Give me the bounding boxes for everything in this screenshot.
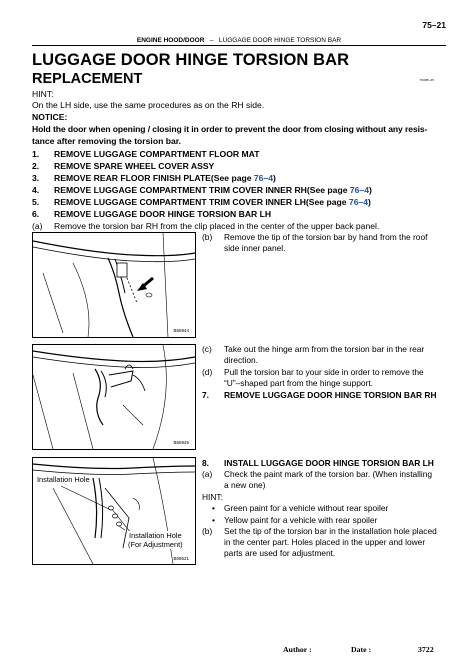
substep-label: (d) [202, 367, 213, 377]
bullet-icon: • [212, 503, 215, 513]
bullet-text: Green paint for a vehicle without rear spoiler [224, 503, 389, 513]
adjustment-hole-label-line-2: (For Adjustment) [128, 540, 183, 549]
doc-code: TI0085–45 [419, 78, 434, 82]
step-4 [32, 185, 452, 195]
step-text: REMOVE LUGGAGE DOOR HINGE TORSION BAR RH [224, 390, 437, 400]
adjustment-hole-label-line-1: Installation Hole [129, 531, 182, 540]
step-number: 2. [32, 161, 40, 171]
step-text: INSTALL LUGGAGE DOOR HINGE TORSION BAR LH [224, 458, 434, 468]
notice-line-2: tance after removing the torsion bar. [32, 136, 181, 146]
step-1 [32, 149, 452, 159]
step-text: REMOVE SPARE WHEEL COVER ASSY [54, 161, 215, 171]
step-text: REMOVE LUGGAGE COMPARTMENT TRIM COVER INNER LH(See page [54, 197, 349, 207]
step-6b [202, 232, 442, 256]
step-close: ) [368, 197, 371, 207]
page-link[interactable]: 76–4 [348, 197, 369, 207]
header-topic: LUGGAGE DOOR HINGE TORSION BAR [218, 37, 342, 44]
step-8-hint-label: HINT: [202, 492, 223, 502]
substep-text-line-2: a new one) [224, 480, 266, 490]
substep-label: (a) [202, 469, 213, 479]
step-number: 5. [32, 197, 40, 207]
footer-page: 3722 [418, 645, 434, 654]
step-5 [32, 197, 452, 207]
substep-label: (b) [202, 526, 213, 536]
torsion-bar-clip-illustration [33, 233, 195, 337]
step-number: 6. [32, 209, 40, 219]
step-3 [32, 173, 452, 183]
step-close: ) [273, 173, 276, 183]
substep-label: (c) [202, 344, 212, 354]
step-number: 8. [202, 458, 209, 468]
notice-line-1: Hold the door when opening / closing it in order to prevent the door from closing without any resis- [32, 124, 428, 134]
step-number: 3. [32, 173, 40, 183]
step-8a [202, 469, 447, 493]
page-number: 75–21 [422, 20, 446, 30]
substep-text: Remove the torsion bar RH from the clip placed in the center of the upper back panel. [54, 221, 380, 231]
notice-label: NOTICE: [32, 112, 68, 122]
section-name: ENGINE HOOD/DOOR [136, 37, 205, 44]
figure-code: B08621 [173, 556, 189, 561]
footer-date: Date : [351, 645, 372, 654]
substep-text-line-1: Check the paint mark of the torsion bar. (When installing [224, 469, 433, 479]
running-header [32, 37, 446, 44]
hint-text: On the LH side, use the same procedures as on the RH side. [32, 100, 265, 110]
figure-torsion-bar-clip [32, 232, 196, 338]
step-text: REMOVE LUGGAGE COMPARTMENT FLOOR MAT [54, 149, 260, 159]
page-subtitle: REPLACEMENT [32, 71, 143, 87]
page-title: LUGGAGE DOOR HINGE TORSION BAR [32, 51, 350, 69]
step-text: REMOVE REAR FLOOR FINISH PLATE(See page [54, 173, 254, 183]
step-6a [32, 221, 452, 231]
figure-code: B55945 [173, 440, 189, 445]
step-6c [202, 344, 447, 368]
footer-author: Author : [283, 645, 312, 654]
header-separator: – [209, 37, 214, 44]
figure-hinge-arm [32, 344, 196, 450]
header-rule [32, 45, 446, 46]
substep-text-line-1: Pull the torsion bar to your side in order to remove the [224, 367, 424, 377]
figure-installation-holes [32, 457, 196, 565]
step-number: 7. [202, 390, 209, 400]
step-7 [202, 390, 447, 402]
installation-hole-label: Installation Hole [37, 475, 90, 484]
step-6d [202, 367, 447, 391]
substep-text-line-2: in the center part. Holes placed in the upper and lower [224, 537, 426, 547]
hint-label: HINT: [32, 89, 54, 99]
figure-code: B55944 [173, 328, 189, 333]
substep-text-line-2: side inner panel. [224, 243, 286, 253]
substep-text-line-1: Set the tip of the torsion bar in the installation hole placed [224, 526, 437, 536]
step-8b [202, 526, 447, 562]
step-2 [32, 161, 452, 171]
step-6 [32, 209, 452, 219]
substep-label: (b) [202, 232, 213, 242]
bullet-item [202, 503, 447, 515]
page-link[interactable]: 76–4 [349, 185, 369, 195]
substep-text-line-1: Take out the hinge arm from the torsion bar in the rear [224, 344, 425, 354]
step-close: ) [369, 185, 372, 195]
adjustment-hole-label [128, 531, 183, 549]
step-text: REMOVE LUGGAGE DOOR HINGE TORSION BAR LH [54, 209, 272, 219]
bullet-icon: • [212, 515, 215, 525]
substep-text-line-3: parts are used for adjustment. [224, 548, 336, 558]
hinge-arm-illustration [33, 345, 195, 449]
substep-text-line-2: direction. [224, 355, 258, 365]
bullet-text: Yellow paint for a vehicle with rear spoiler [224, 515, 378, 525]
page-link[interactable]: 76–4 [253, 173, 274, 183]
substep-label: (a) [32, 221, 43, 231]
substep-text-line-1: Remove the tip of the torsion bar by hand from the roof [224, 232, 428, 242]
substep-text-line-2: “U”–shaped part from the hinge support. [224, 378, 373, 388]
step-number: 1. [32, 149, 40, 159]
step-number: 4. [32, 185, 40, 195]
step-text: REMOVE LUGGAGE COMPARTMENT TRIM COVER INNER RH(See page [54, 185, 350, 195]
